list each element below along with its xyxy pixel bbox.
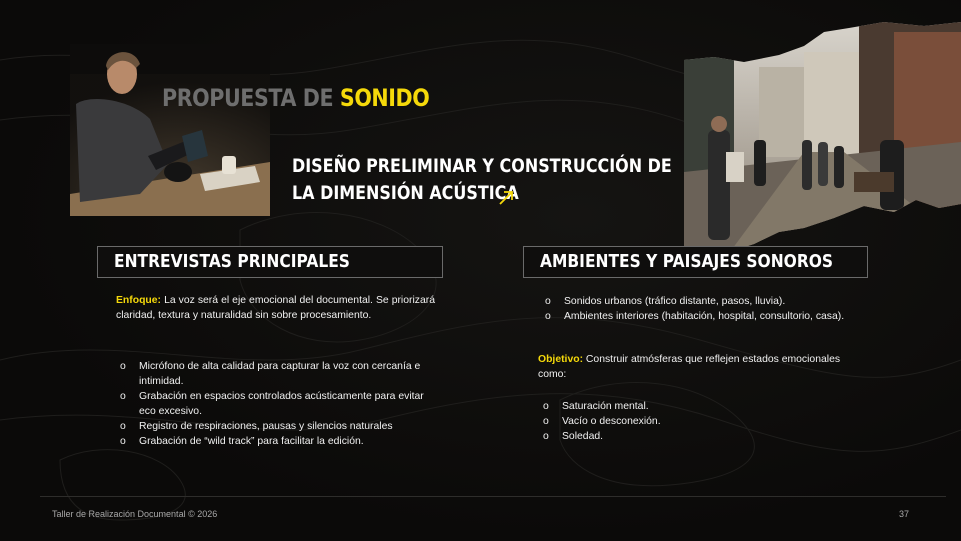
list-item: o Grabación en espacios controlados acústicamente para evitar eco excesivo. — [120, 391, 424, 417]
section-box-interviews — [97, 246, 443, 278]
bullet-marker: o — [120, 361, 126, 372]
interview-bullet-list — [118, 359, 433, 449]
street-musician-photo — [684, 22, 961, 260]
bullet-marker: o — [120, 421, 126, 432]
footer-divider — [40, 496, 946, 497]
list-item: o Micrófono de alta calidad para capturar la voz con cercanía e intimidad. — [120, 361, 421, 387]
bullet-marker: o — [545, 296, 551, 307]
objective-text: Construir atmósferas que reflejen estados emocionales como: — [538, 354, 841, 380]
title-yellow-part: SONIDO — [339, 84, 430, 112]
man-with-tablet-photo — [70, 44, 270, 216]
ambience-bullet-list — [543, 294, 848, 324]
list-item: o Grabación de “wild track” para facilitar la edición. — [120, 436, 364, 447]
list-item: o Vacío o desconexión. — [543, 416, 661, 427]
list-item: o Ambientes interiores (habitación, hospital, consultorio, casa). — [545, 311, 845, 322]
bullet-marker: o — [543, 416, 549, 427]
bullet-marker: o — [120, 391, 126, 402]
page-title — [162, 84, 429, 112]
section-box-ambiences — [523, 246, 868, 278]
bullet-marker: o — [543, 431, 549, 442]
objective-paragraph — [538, 352, 868, 382]
bullet-marker: o — [545, 311, 551, 322]
page-number: 37 — [899, 509, 910, 519]
list-item: o Registro de respiraciones, pausas y silencios naturales — [120, 421, 393, 432]
bullet-marker: o — [543, 401, 549, 412]
subtitle-line-1: DISEÑO PRELIMINAR Y CONSTRUCCIÓN DE — [292, 155, 672, 177]
slide-subtitle — [292, 153, 672, 207]
focus-paragraph — [116, 293, 435, 323]
list-item: o Sonidos urbanos (tráfico distante, pasos, lluvia). — [545, 296, 786, 307]
section-heading-ambiences: AMBIENTES Y PAISAJES SONOROS — [540, 251, 834, 272]
arrow-up-right-icon — [497, 189, 515, 207]
focus-text: La voz será el eje emocional del documental. Se priorizará claridad, textura y naturalidad sin sobre procesamiento. — [116, 295, 435, 321]
footer-text: Taller de Realización Documental © 2026 — [52, 509, 218, 519]
list-item: o Soledad. — [543, 431, 604, 442]
bullet-marker: o — [120, 436, 126, 447]
list-item: o Saturación mental. — [543, 401, 649, 412]
objective-label: Objetivo: — [538, 354, 584, 365]
focus-label: Enfoque: — [116, 295, 162, 306]
subtitle-line-2: LA DIMENSIÓN ACÚSTICA — [292, 182, 519, 204]
title-gray-part: PROPUESTA DE — [162, 84, 334, 112]
section-heading-interviews: ENTREVISTAS PRINCIPALES — [114, 251, 350, 272]
emotional-states-list — [541, 399, 741, 444]
